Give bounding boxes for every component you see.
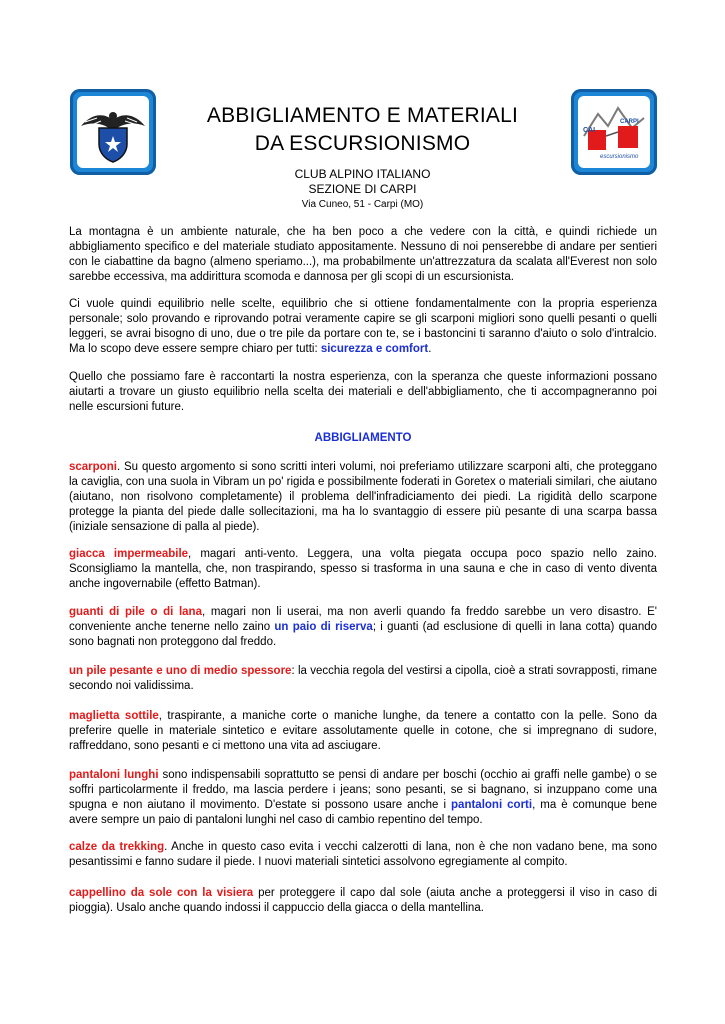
item-text: per proteggere il capo dal sole (aiuta anche a proteggersi il viso in caso di pioggia). Usalo anche quando indossi il cappuccio della giacca o della mantellina. [69,887,657,914]
cai-carpi-logo-right [571,89,657,175]
page-title-line2: DA ESCURSIONISMO [254,132,471,155]
item-pile [69,664,657,694]
logo-cai-text: CAI [583,127,596,134]
item-text: , ma è comunque bene avere sempre un paio di pantaloni lunghi nel caso di cambio repentino del tempo. [69,799,657,826]
item-term: un pile pesante e uno di medio spessore [69,665,292,677]
item-text: , traspirante, a maniche corte o maniche lunghe, da tenere a contatto con la pelle. Sono da preferire quelle in materiale sintetico e evitare assolutamente quelle in cotone, che si impregnano di sudore, raffreddano, sono pesanti e ci mettono una vita ad asciugare. [69,710,657,752]
item-scarponi [69,460,657,535]
item-cappellino [69,886,657,916]
logo-caption-text: escursionismo [600,154,639,160]
item-pantaloni [69,768,657,828]
intro-paragraph-3: Quello che possiamo fare è raccontarti la nostra esperienza, con la speranza che queste informazioni possano aiutarti a trovare un giusto equilibrio nella scelta dei materiali e dell'abbigliamento, che ti accompagneranno poi nelle escursioni future. [69,371,657,413]
address: Via Cuneo, 51 - Carpi (MO) [301,199,424,210]
intro-p2-end: . [428,343,432,355]
item-term: giacca impermeabile [69,548,189,560]
page-title-line1: ABBIGLIAMENTO E MATERIALI [206,104,519,127]
item-term: calze da trekking [69,841,165,853]
item-text: sono indispensabili soprattutto se pensi di andare per boschi (occhio ai graffi nelle gambe) o se soffri particolarmente il freddo, ma lascia perdere i jeans; sono pesanti, se si bagnano, si inzuppano come una spugna e non aiutano il movimento. D'estate si possono usare anche i [69,769,658,811]
item-term: cappellino da sole con la visiera [69,887,254,899]
intro-p2-text: Ci vuole quindi equilibrio nelle scelte, equilibrio che si ottiene fondamentalmente con la propria esperienza personale; solo provando e riprovando potrai veramente capire se gli scarponi migliori sono quelli pesanti o quelli leggeri, se avrai bisogno di uno, due o tre pile da portare con te, se i bastoncini ti saranno d'aiuto o solo d'intralcio. Ma lo scopo deve essere sempre chiaro per tutti: [69,298,657,355]
section-name: SEZIONE DI CARPI [308,182,417,196]
logo-carpi-text: CARPI [620,119,639,125]
item-text: ; i guanti (ad esclusione di quelli in lana cotta) quando sono bagnati non proteggono dal freddo. [69,621,658,648]
item-text: : la vecchia regola del vestirsi a cipolla, cioè a strati sovrapposti, rimane secondo noi validissima. [69,665,657,692]
item-term: pantaloni lunghi [69,769,159,781]
item-term: guanti di pile o di lana [69,606,202,618]
item-text: . Su questo argomento si sono scritti interi volumi, noi preferiamo utilizzare scarponi alti, che proteggano la caviglia, con una suola in Vibram un po' rigida e possibilmente foderati in Goretex o materiali similari, che aiutano (aiutano, non risolvono completamente) il problema dell'infradiciamento dei piedi. La rigidità dello scarpone protegge la pianta del piede dalle sollecitazioni, ma ha lo svantaggio di essere più pesante di una scarpa bassa (iniziale sensazione di palla al piede). [69,461,657,533]
cai-eagle-icon [77,96,149,168]
cai-logo-left [70,89,156,175]
section-heading: ABBIGLIAMENTO [314,432,412,444]
item-highlight: pantaloni corti [451,799,533,811]
item-giacca [69,547,657,592]
item-term: maglietta sottile [69,710,159,722]
item-text: , magari non li userai, ma non averli quando fa freddo sarebbe un vero disastro. E' conveniente anche tenerne nello zaino [69,606,657,633]
item-text: , magari anti-vento. Leggera, una volta piegata occupa poco spazio nello zaino. Sconsigliamo la mantella, che, non traspirando, spesso si trasforma in una sauna e che in caso di vento diventa anche ingovernabile (effetto Batman). [69,548,657,590]
item-term: scarponi [69,461,117,473]
item-guanti [69,605,657,650]
club-name: CLUB ALPINO ITALIANO [294,167,431,181]
intro-p2-highlight: sicurezza e comfort [320,343,429,355]
intro-paragraph-2 [69,297,657,357]
item-text: . Anche in questo caso evita i vecchi calzerotti di lana, non è che non vadano bene, ma sono pesantissimi e fanno sudare il piede. I nuovi materiali sintetici assolvono egregiamente al compito. [69,841,658,868]
intro-paragraph-1: La montagna è un ambiente naturale, che ha ben poco a che vedere con la città, e quindi richiede un abbigliamento specifico e del materiale studiato appositamente. Nessuno di noi penserebbe di andare per sentieri con le ciabattine da bagno (almeno speriamo...), ma probabilmente un'attrezzatura da scalata all'Everest non solo sarebbe eccessiva, ma addirittura scomoda e dannosa per gli scopi di un escursionista. [69,226,657,283]
item-highlight: un paio di riserva [274,621,373,633]
item-maglietta [69,709,657,754]
item-calze [69,840,657,870]
